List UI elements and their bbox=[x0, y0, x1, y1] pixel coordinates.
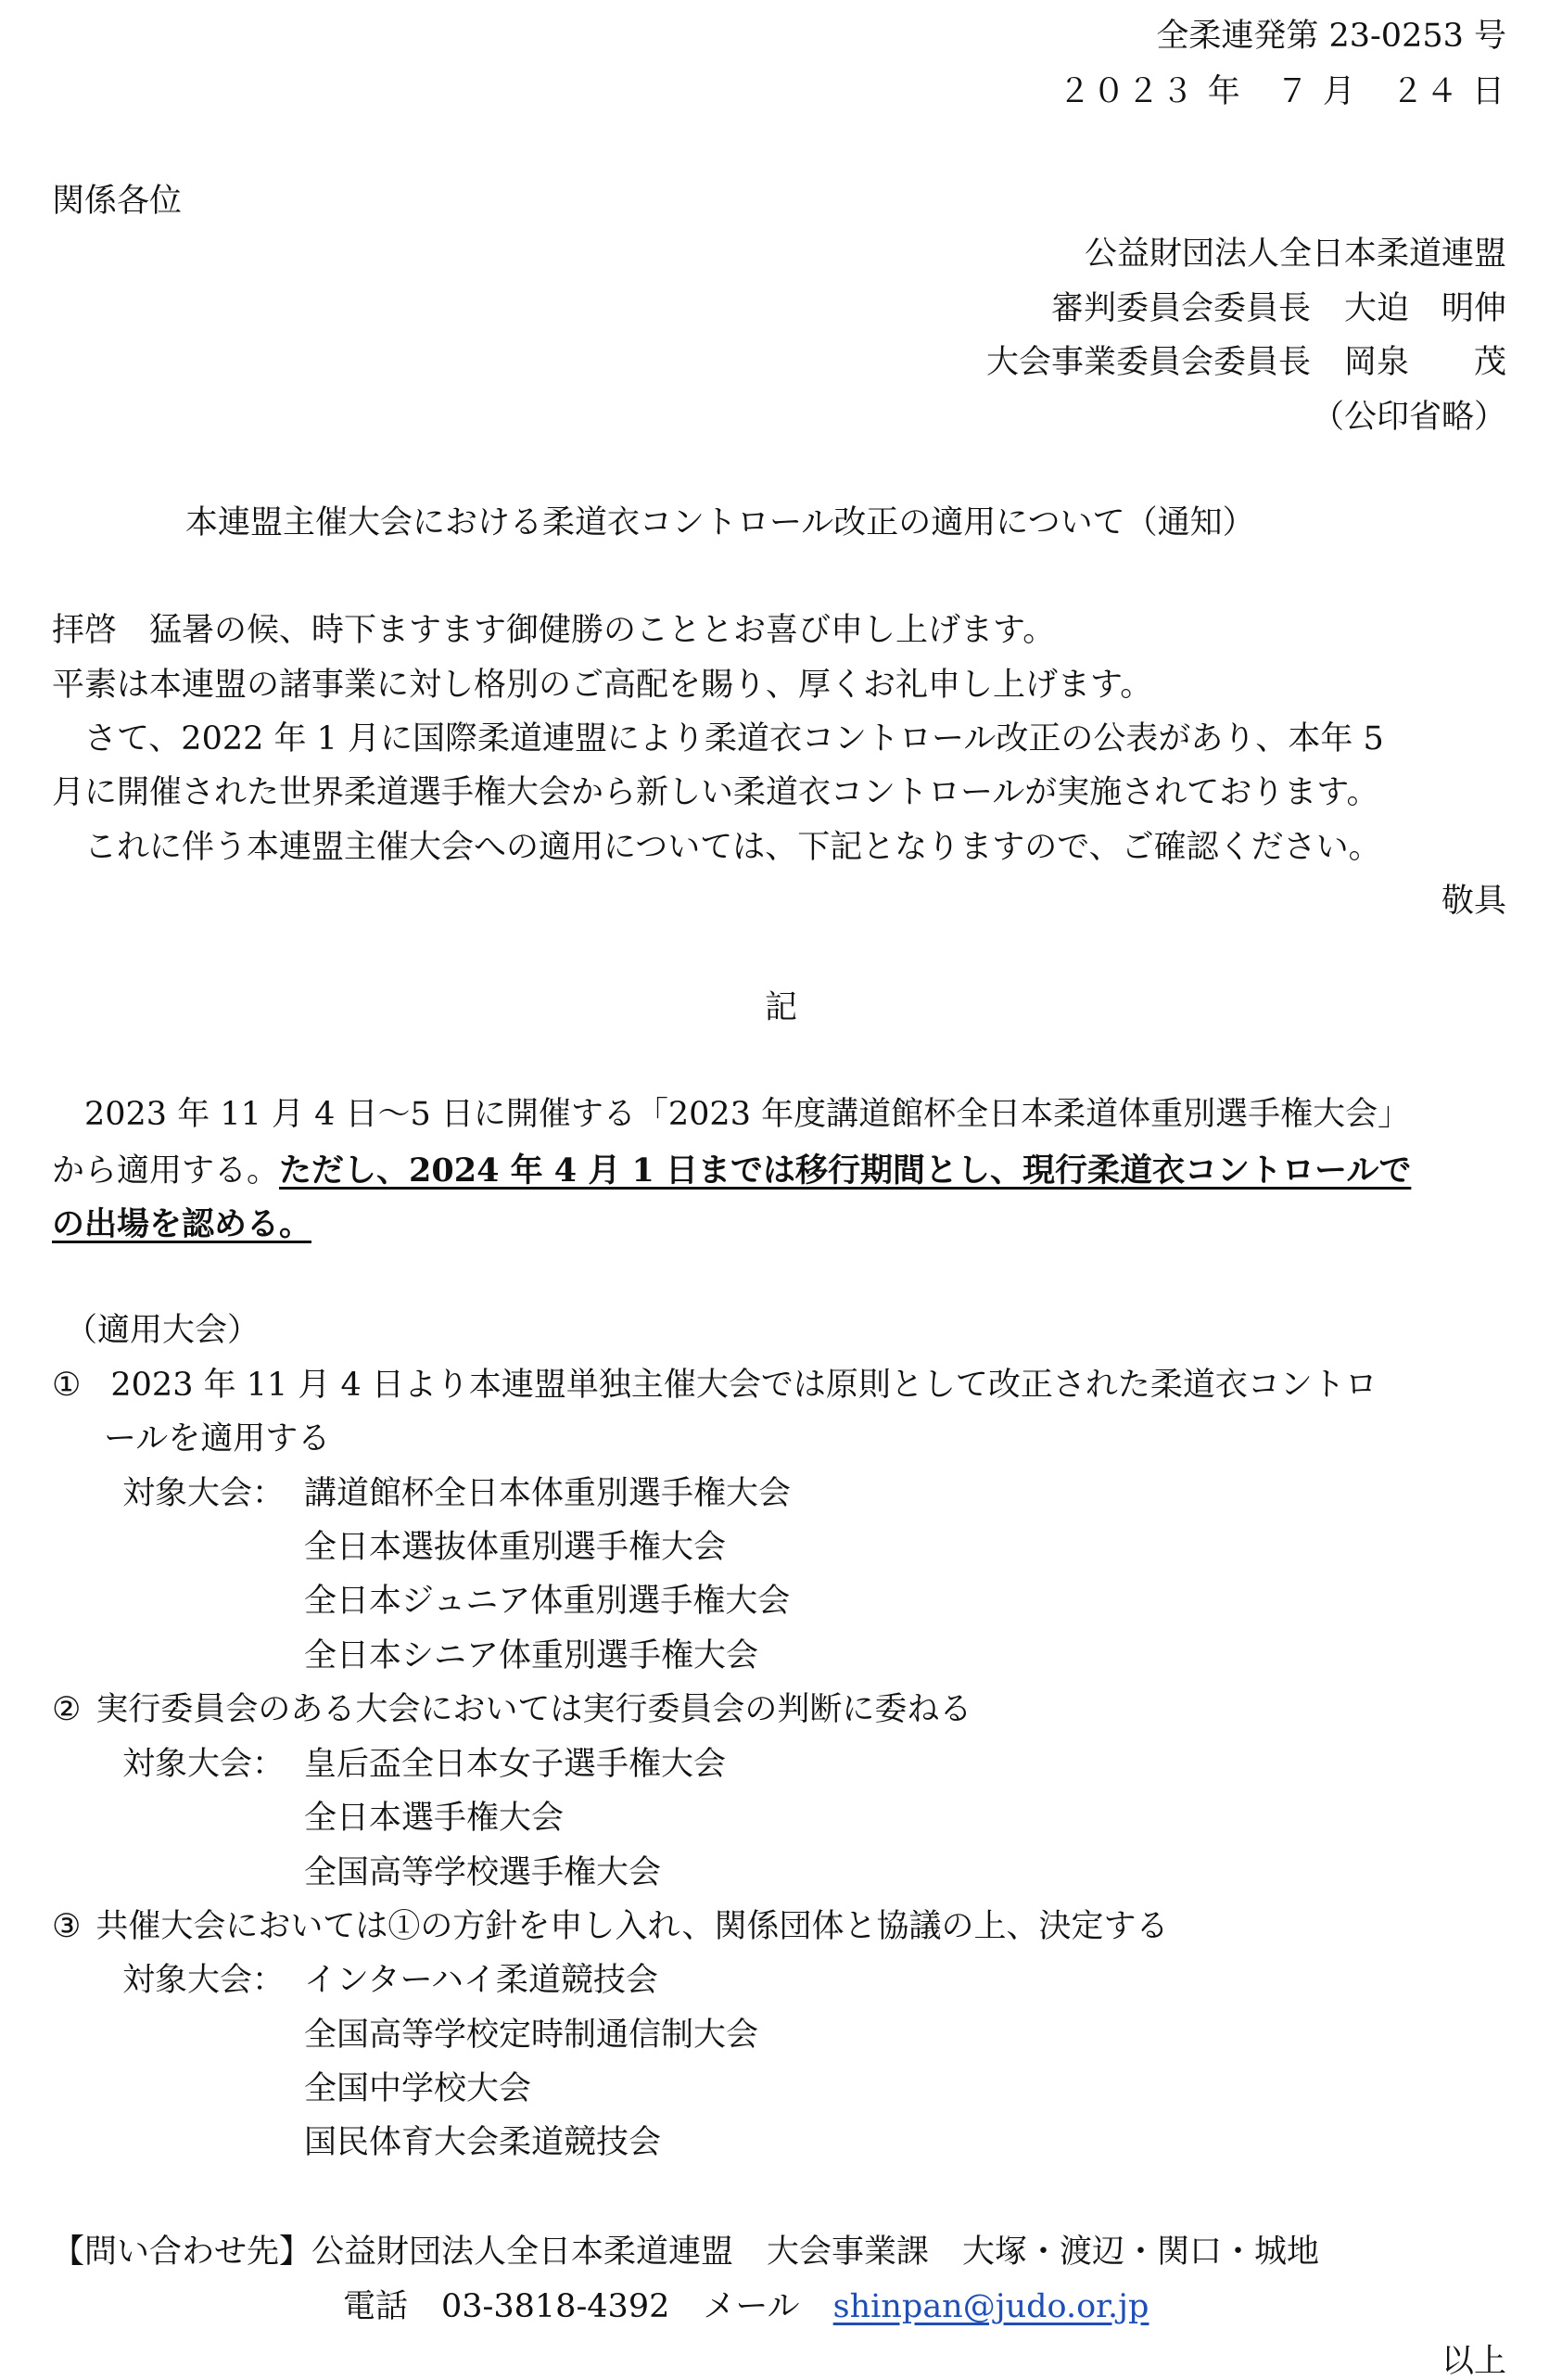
ki-heading: 記 bbox=[764, 989, 797, 1026]
contact-department: 大会事業課 bbox=[767, 2234, 930, 2271]
contact-line bbox=[52, 2236, 1319, 2269]
item-3 bbox=[52, 1908, 1169, 1945]
phone-label: 電話 bbox=[343, 2288, 409, 2325]
item-2-target-label: 対象大会： bbox=[122, 1746, 286, 1783]
email-link[interactable]: shinpan@judo.or.jp bbox=[832, 2288, 1149, 2325]
body-line-3: さて、2022 年 1 月に国際柔道連盟により柔道衣コントロール改正の公表があり、本年 5 bbox=[52, 720, 1384, 757]
main-line-3-emphasis: の出場を認める。 bbox=[52, 1205, 312, 1243]
sender-person-2-title: 大会事業委員会委員長 bbox=[985, 344, 1311, 381]
document-date: ２０２３ 年 ７ 月 ２４ 日 bbox=[1058, 73, 1506, 110]
main-line-2-emphasis: ただし、2024 年 4 月 1 日までは移行期間とし、現行柔道衣コントロールで bbox=[279, 1152, 1412, 1190]
item-3-target: 全国中学校大会 bbox=[304, 2070, 532, 2107]
item-3-target: インターハイ柔道競技会 bbox=[304, 1962, 658, 1999]
item-2-target: 全日本選手権大会 bbox=[304, 1800, 565, 1837]
addressee: 関係各位 bbox=[52, 183, 183, 220]
item-2-target: 皇后盃全日本女子選手権大会 bbox=[304, 1746, 727, 1783]
body-line-5: これに伴う本連盟主催大会への適用については、下記となりますので、ご確認ください。 bbox=[52, 829, 1381, 866]
item-2-text: 実行委員会のある大会においては実行委員会の判断に委ねる bbox=[95, 1691, 972, 1728]
item-1-target: 講道館杯全日本体重別選手権大会 bbox=[304, 1475, 792, 1512]
contact-phone-mail bbox=[343, 2288, 1149, 2325]
body-line-1: 拝啓 猛暑の候、時下ますます御健勝のこととお喜び申し上げます。 bbox=[52, 612, 1056, 649]
sender-person-1-title: 審判委員会委員長 bbox=[1050, 290, 1311, 327]
item-1-text: 2023 年 11 月 4 日より本連盟単独主催大会では原則として改正された柔道衣コントロ bbox=[110, 1367, 1378, 1404]
main-line-2 bbox=[52, 1154, 1411, 1188]
item-1 bbox=[52, 1369, 1378, 1402]
item-1-target: 全日本選抜体重別選手権大会 bbox=[304, 1529, 727, 1566]
document-title: 本連盟主催大会における柔道衣コントロール改正の適用について（通知） bbox=[185, 504, 1255, 541]
sender-organization: 公益財団法人全日本柔道連盟 bbox=[1084, 235, 1506, 273]
item-3-marker: ③ bbox=[52, 1908, 82, 1945]
sender-person-2 bbox=[985, 344, 1506, 381]
contact-label: 【問い合わせ先】 bbox=[52, 2234, 312, 2271]
item-2-target: 全国高等学校選手権大会 bbox=[304, 1854, 662, 1891]
document-number: 全柔連発第 23-0253 号 bbox=[1156, 18, 1506, 55]
item-1-marker: ① bbox=[52, 1367, 82, 1404]
sender-person-1 bbox=[1050, 290, 1506, 327]
item-3-target-label: 対象大会： bbox=[122, 1962, 286, 1999]
item-3-text: 共催大会においては①の方針を申し入れ、関係団体と協議の上、決定する bbox=[95, 1908, 1169, 1945]
item-1-target-label: 対象大会： bbox=[122, 1475, 286, 1512]
ending-ijou: 以上 bbox=[1441, 2343, 1506, 2380]
item-3-target: 国民体育大会柔道競技会 bbox=[304, 2124, 662, 2161]
phone-number: 03-3818-4392 bbox=[441, 2288, 670, 2325]
seal-note: （公印省略） bbox=[1311, 399, 1506, 436]
section-label: （適用大会） bbox=[65, 1312, 260, 1349]
contact-organization: 公益財団法人全日本柔道連盟 bbox=[311, 2234, 734, 2271]
body-line-2: 平素は本連盟の諸事業に対し格別のご高配を賜り、厚くお礼申し上げます。 bbox=[52, 667, 1153, 704]
contact-staff: 大塚・渡辺・関口・城地 bbox=[962, 2234, 1320, 2271]
mail-label: メール bbox=[703, 2288, 800, 2325]
item-1-target: 全日本ジュニア体重別選手権大会 bbox=[304, 1583, 791, 1620]
closing-keigu: 敬具 bbox=[1441, 883, 1506, 920]
item-3-target: 全国高等学校定時制通信制大会 bbox=[304, 2017, 759, 2054]
main-line-1: 2023 年 11 月 4 日～5 日に開催する「2023 年度講道館杯全日本柔道体重別選手権大会」 bbox=[52, 1096, 1411, 1133]
sender-person-2-name: 岡泉 茂 bbox=[1343, 344, 1506, 381]
item-2 bbox=[52, 1691, 972, 1728]
item-1-text-continued: ールを適用する bbox=[104, 1420, 331, 1457]
main-line-2-normal: から適用する。 bbox=[52, 1152, 280, 1190]
item-1-target: 全日本シニア体重別選手権大会 bbox=[304, 1637, 759, 1674]
body-line-4: 月に開催された世界柔道選手権大会から新しい柔道衣コントロールが実施されております。 bbox=[52, 774, 1379, 811]
sender-person-1-name: 大迫 明伸 bbox=[1343, 290, 1506, 327]
item-2-marker: ② bbox=[52, 1691, 82, 1728]
